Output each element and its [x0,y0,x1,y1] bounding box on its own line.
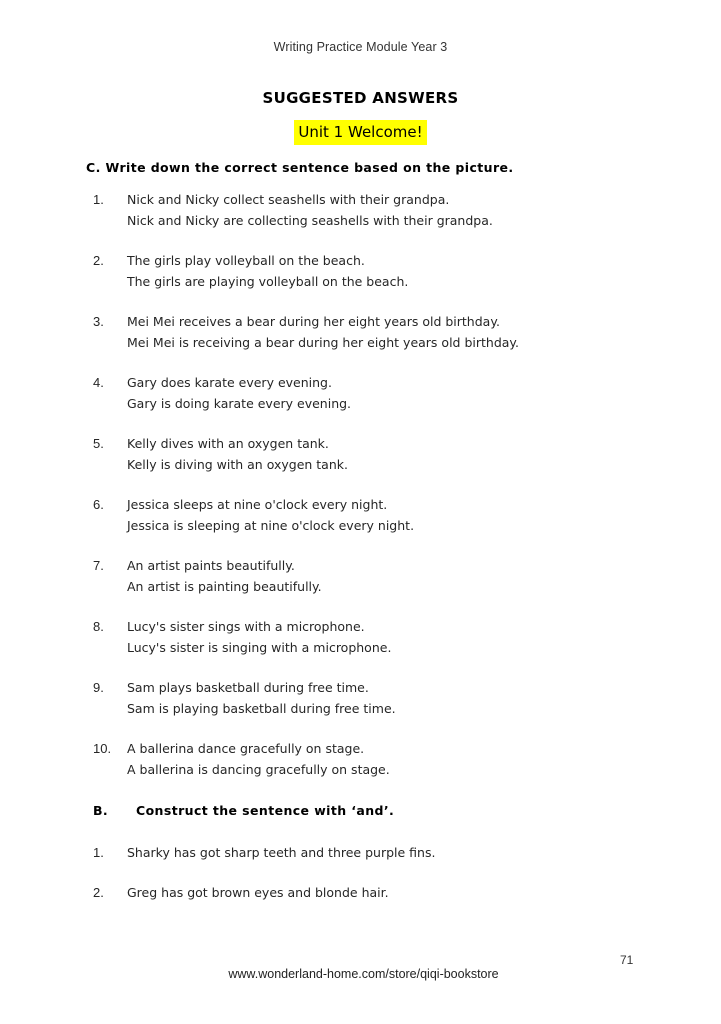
simple-present-sentence: An artist paints beautifully. [127,558,295,573]
answer-item-10 [93,739,653,780]
item-number: 2. [93,885,104,900]
page-number: 71 [620,953,634,967]
present-continuous-sentence: Lucy's sister is singing with a microphone. [127,639,392,655]
answer-item-1 [93,190,653,231]
simple-present-sentence: Lucy's sister sings with a microphone. [127,619,365,634]
present-continuous-sentence: Gary is doing karate every evening. [127,395,352,411]
item-number: 5. [93,436,104,451]
item-number: 4. [93,375,104,390]
simple-present-sentence: Kelly dives with an oxygen tank. [127,436,329,451]
simple-present-sentence: Gary does karate every evening. [127,375,332,390]
section-b-letter: B. [93,803,109,818]
simple-present-sentence: Sam plays basketball during free time. [127,680,369,695]
present-continuous-sentence: Kelly is diving with an oxygen tank. [127,456,348,472]
item-number: 6. [93,497,104,512]
present-continuous-sentence: Nick and Nicky are collecting seashells with their grandpa. [127,212,493,228]
present-continuous-sentence: The girls are playing volleyball on the beach. [127,273,409,289]
item-number: 9. [93,680,104,695]
simple-present-sentence: Mei Mei receives a bear during her eight years old birthday. [127,314,500,329]
section-b-heading [86,803,394,818]
and-sentence-item-2 [93,883,653,904]
answer-item-4 [93,373,653,414]
section-c-heading: C. Write down the correct sentence based on the picture. [86,160,514,175]
item-number: 1. [93,192,104,207]
footer-url: www.wonderland-home.com/store/qiqi-bookstore [228,967,499,981]
present-continuous-sentence: Sam is playing basketball during free time. [127,700,396,716]
simple-present-sentence: The girls play volleyball on the beach. [127,253,365,268]
item-number: 2. [93,253,104,268]
running-header: Writing Practice Module Year 3 [273,40,448,54]
item-number: 1. [93,845,104,860]
simple-present-sentence: A ballerina dance gracefully on stage. [127,741,365,756]
answer-item-8 [93,617,653,658]
simple-present-sentence: Jessica sleeps at nine o'clock every night. [127,497,388,512]
and-sentence: Sharky has got sharp teeth and three purple fins. [127,845,436,860]
item-number: 8. [93,619,104,634]
unit-heading-wrap [0,120,721,145]
answer-item-6 [93,495,653,536]
present-continuous-sentence: Jessica is sleeping at nine o'clock every night. [127,517,415,533]
item-number: 10. [93,741,112,756]
present-continuous-sentence: An artist is painting beautifully. [127,578,322,594]
present-continuous-sentence: A ballerina is dancing gracefully on stage. [127,761,390,777]
and-sentence-item-1 [93,843,653,864]
item-number: 7. [93,558,104,573]
answer-item-3 [93,312,653,353]
page-title: SUGGESTED ANSWERS [262,89,459,107]
answer-item-9 [93,678,653,719]
unit-heading: Unit 1 Welcome! [294,120,426,145]
answer-item-5 [93,434,653,475]
and-sentence: Greg has got brown eyes and blonde hair. [127,885,389,900]
present-continuous-sentence: Mei Mei is receiving a bear during her eight years old birthday. [127,334,519,350]
answer-item-7 [93,556,653,597]
answer-item-2 [93,251,653,292]
item-number: 3. [93,314,104,329]
simple-present-sentence: Nick and Nicky collect seashells with their grandpa. [127,192,450,207]
section-b-instruction: Construct the sentence with ‘and’. [136,803,395,818]
